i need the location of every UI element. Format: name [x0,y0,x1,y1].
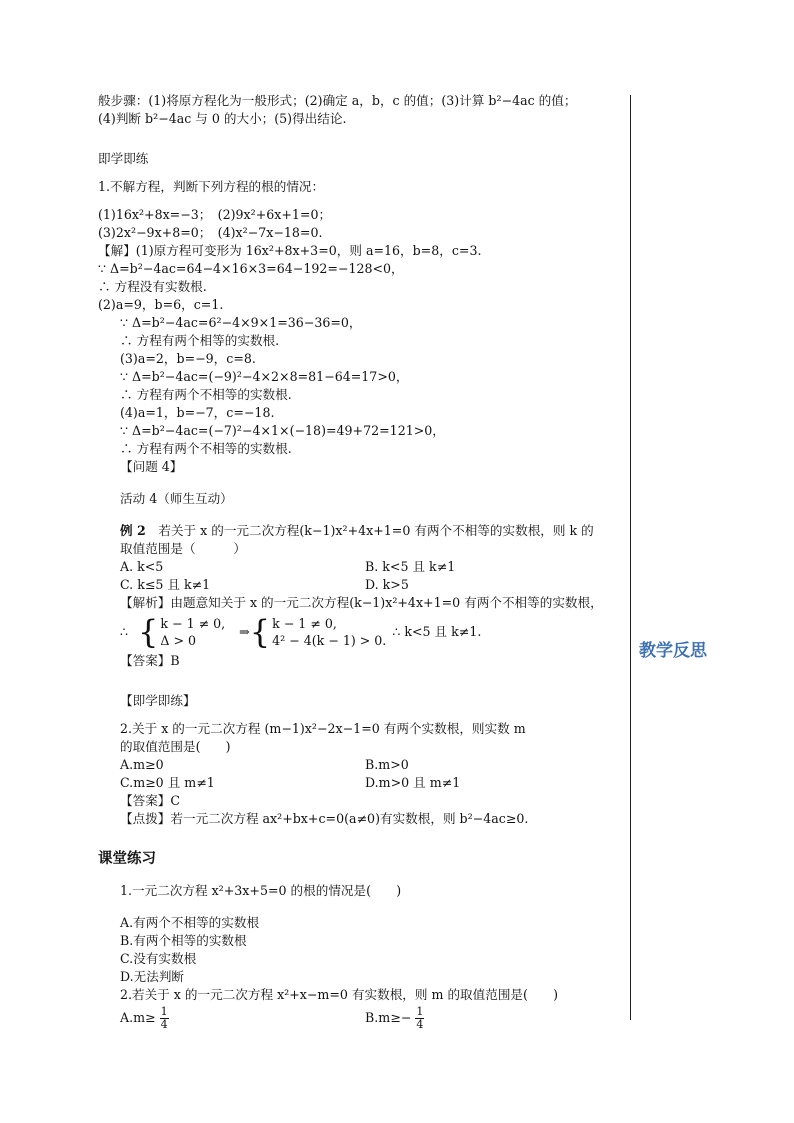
inequality-system [98,612,630,652]
solution-line: ∵ Δ=b²−4ac=(−9)²−4×2×8=81−64=17>0， [120,369,409,384]
system-1 [160,615,225,649]
solution-line: ∴ 方程没有实数根. [98,279,207,294]
solution-line: (2)a=9，b=6，c=1. [98,297,224,312]
classwork-q1-option-a: A.有两个不相等的实数根 [120,915,260,930]
option-d: D. k>5 [365,577,409,592]
solution-line: ∴ 方程有两个不相等的实数根. [120,387,292,402]
fraction [160,1006,169,1031]
example-answer: 【答案】B [120,653,180,668]
option-d: D.m>0 且 m≠1 [365,775,461,790]
therefore-symbol: ∴ [120,624,129,639]
problem-4-heading: 【问题 4】 [120,459,183,474]
practice-2-options-row-2 [98,774,630,792]
practice-2-tip: 【点拨】若一元二次方程 ax²+bx+c=0(a≠0)有实数根，则 b²−4ac≥0. [120,811,529,826]
example-label: 例 2 [120,523,146,538]
classwork-q1-option-b: B.有两个相等的实数根 [120,933,247,948]
option-a [120,1006,365,1031]
solution-line: (3)a=2，b=−9，c=8. [120,351,256,366]
classwork-heading: 课堂练习 [98,851,156,867]
system-1-row-1: k − 1 ≠ 0, [160,616,226,631]
practice-2-heading: 【即学即练】 [120,693,196,708]
solution-line: ∴ 方程有两个不相等的实数根. [120,441,292,456]
fraction-numerator: 1 [160,1005,168,1018]
practice-question: 1.不解方程，判断下列方程的根的情况： [98,179,325,194]
option-b: B. k<5 且 k≠1 [365,559,456,574]
left-brace-icon: { [249,613,271,651]
column-divider [630,95,631,1020]
practice-2-answer: 【答案】C [120,793,181,808]
practice-heading: 即学即练 [98,151,149,166]
classwork-q1-option-d: D.无法判断 [120,969,185,984]
classwork-question-1: 1.一元二次方程 x²+3x+5=0 的根的情况是( ) [120,883,402,898]
practice-2-line-2: 的取值范围是( ) [120,739,231,754]
system-1-row-2: Δ > 0 [160,633,197,648]
system-2-row-1: k − 1 ≠ 0, [272,616,337,631]
system-conclusion: ∴ k<5 且 k≠1. [392,624,482,639]
main-content [98,92,630,1031]
option-a: A.m≥0 [120,757,164,772]
system-2 [272,615,386,649]
solution-line: 【解】(1)原方程可变形为 16x²+8x+3=0，则 a=16，b=8，c=3. [98,243,482,258]
option-a-text: A.m≥ [120,1010,156,1025]
classwork-question-2: 2.若关于 x 的一元二次方程 x²+x−m=0 有实数根，则 m 的取值范围是( ) [120,987,559,1002]
practice-2-line-1: 2.关于 x 的一元二次方程 (m−1)x²−2x−1=0 有两个实数根，则实数 m [120,721,526,736]
fraction-numerator: 1 [416,1005,424,1018]
example-options-row-1 [98,558,630,576]
fraction [415,1006,424,1031]
teaching-reflection-label: 教学反思 [639,641,707,661]
solution-line: ∵ Δ=b²−4ac=6²−4×9×1=36−36=0， [120,315,362,330]
left-brace-icon: { [138,613,159,651]
solution-line: ∴ 方程有两个相等的实数根. [120,333,280,348]
equation-row-1: (1)16x²+8x=−3； (2)9x²+6x+1=0； [98,207,332,222]
solution-line: (4)a=1，b=−7，c=−18. [120,405,275,420]
classwork-q1-option-c: C.没有实数根 [120,951,197,966]
example-options-row-2 [98,576,630,594]
practice-2-options-row-1 [98,756,630,774]
option-b-text: B.m≥− [365,1010,412,1025]
steps-line-2: (4)判断 b²−4ac 与 0 的大小；(5)得出结论. [98,111,347,126]
option-c: C.m≥0 且 m≠1 [120,775,215,790]
analysis-line: 【解析】由题意知关于 x 的一元二次方程(k−1)x²+4x+1=0 有两个不相等的实数根， [120,595,603,610]
equation-row-2: (3)2x²−9x+8=0； (4)x²−7x−18=0. [98,225,323,240]
solution-line: ∵ Δ=b²−4ac=64−4×16×3=64−192=−128<0， [98,261,404,276]
solution-line: ∵ Δ=b²−4ac=(−7)²−4×1×(−18)=49+72=121>0， [120,423,445,438]
option-c: C. k≤5 且 k≠1 [120,577,211,592]
fraction-denominator: 4 [416,1018,424,1031]
example-2-line-2: 取值范围是（ ） [120,541,246,556]
example-2-line-1 [98,522,630,540]
system-2-row-2: 4² − 4(k − 1) > 0. [272,633,387,648]
example-text: 若关于 x 的一元二次方程(k−1)x²+4x+1=0 有两个不相等的实数根，则 k 的 [145,523,594,538]
fraction-denominator: 4 [160,1018,168,1031]
option-a: A. k<5 [120,559,164,574]
activity-4-label: 活动 4（师生互动） [120,491,233,506]
classwork-q2-options [98,1006,630,1031]
steps-line-1: 般步骤：(1)将原方程化为一般形式；(2)确定 a，b，c 的值；(3)计算 b²−4ac 的值； [98,93,577,108]
implies-symbol: ⇒ [239,624,250,639]
option-b [365,1006,424,1031]
option-b: B.m>0 [365,757,409,772]
